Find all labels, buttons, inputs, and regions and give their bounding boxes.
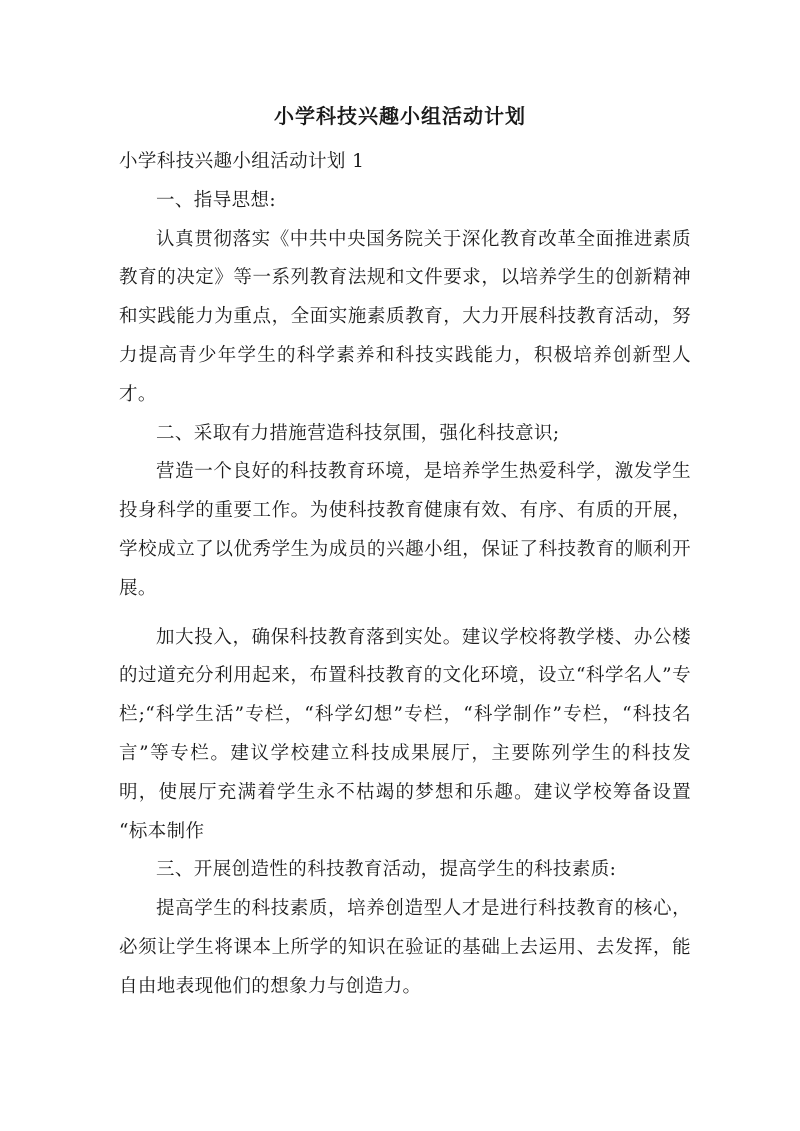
paragraph-activities: 提高学生的科技素质，培养创造型人才是进行科技教育的核心，必须让学生将课本上所学的知识在验证的基础上去运用、去发挥，能自由地表现他们的想象力与创造力。: [119, 898, 691, 997]
document-body: [119, 143, 691, 1007]
section-heading-guiding-thought: 一、指导思想:: [156, 189, 277, 211]
paragraph-investment: 加大投入，确保科技教育落到实处。建议学校将教学楼、办公楼的过道充分利用起来，布置科技教育的文化环境，设立“科学名人”专栏;“科学生活”专栏，“科学幻想”专栏，“科学制作”专栏，“科技名言”等专栏。建议学校建立科技成果展厅，主要陈列学生的科技发明，使展厅充满着学生永不枯竭的梦想和乐趣。建议学校筹备设置 “标本制作: [119, 626, 691, 842]
section-heading-activities: 三、开展创造性的科技教育活动，提高学生的科技素质:: [156, 859, 617, 881]
document-title: 小学科技兴趣小组活动计划: [274, 104, 526, 128]
paragraph-guiding-thought: 认真贯彻落实《中共中央国务院关于深化教育改革全面推进素质教育的决定》等一系列教育法规和文件要求，以培养学生的创新精神和实践能力为重点，全面实施素质教育，大力开展科技教育活动，努力提高青少年学生的科学素养和科技实践能力，积极培养创新型人才。: [119, 228, 691, 405]
document-subtitle: 小学科技兴趣小组活动计划 1: [119, 151, 365, 172]
paragraph-environment: 营造一个良好的科技教育环境，是培养学生热爱科学，激发学生投身科学的重要工作。为使科技教育健康有效、有序、有质的开展，学校成立了以优秀学生为成员的兴趣小组，保证了科技教育的顺利开展。: [119, 461, 691, 599]
section-heading-measures: 二、采取有力措施营造科技氛围，强化科技意识;: [156, 422, 560, 444]
